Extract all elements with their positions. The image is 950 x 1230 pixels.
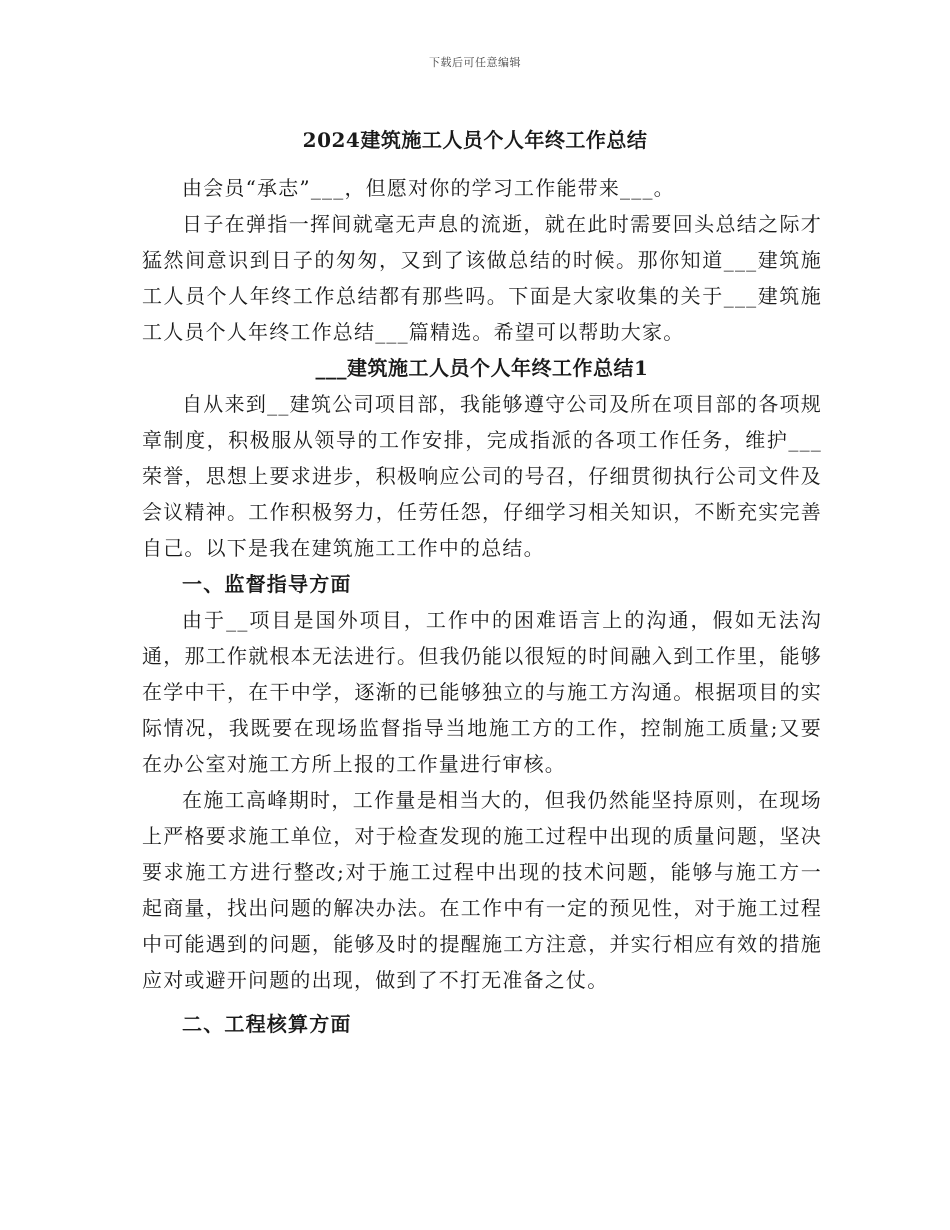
header-note: 下载后可任意编辑	[429, 56, 521, 69]
intro-paragraph-2: 日子在弹指一挥间就毫无声息的流逝，就在此时需要回头总结之际才猛然间意识到日子的匆匆，又到了该做总结的时候。那你知道___建筑施工人员个人年终工作总结都有那些吗。下面是大家收集的关于___建筑施工人员个人年终工作总结___篇精选。希望可以帮助大家。	[142, 212, 822, 344]
document-title: 2024建筑施工人员个人年终工作总结	[302, 128, 648, 152]
section-heading-accounting: 二、工程核算方面	[182, 1012, 352, 1036]
section1-paragraph-2: 在施工高峰期时，工作量是相当大的，但我仍然能坚持原则，在现场上严格要求施工单位，对于检查发现的施工过程中出现的质量问题，坚决要求施工方进行整改;对于施工过程中出现的技术问题，能够与施工方一起商量，找出问题的解决办法。在工作中有一定的预见性，对于施工过程中可能遇到的问题，能够及时的提醒施工方注意，并实行相应有效的措施应对或避开问题的出现，做到了不打无准备之仗。	[142, 788, 822, 992]
intro-paragraph-1: 由会员“承志”___，但愿对你的学习工作能带来___。	[182, 176, 675, 200]
summary-subtitle: ___建筑施工人员个人年终工作总结1	[315, 356, 649, 380]
section1-paragraph-1: 由于__项目是国外项目，工作中的困难语言上的沟通，假如无法沟通，那工作就根本无法进行。但我仍能以很短的时间融入到工作里，能够在学中干，在干中学，逐渐的已能够独立的与施工方沟通。根据项目的实际情况，我既要在现场监督指导当地施工方的工作，控制施工质量;又要在办公室对施工方所上报的工作量进行审核。	[142, 608, 822, 776]
section-heading-supervision: 一、监督指导方面	[182, 572, 352, 596]
document-body	[142, 170, 822, 1042]
opening-paragraph: 自从来到__建筑公司项目部，我能够遵守公司及所在项目部的各项规章制度，积极服从领导的工作安排，完成指派的各项工作任务，维护___荣誉，思想上要求进步，积极响应公司的号召，仔细贯彻执行公司文件及会议精神。工作积极努力，任劳任怨，仔细学习相关知识，不断充实完善自己。以下是我在建筑施工工作中的总结。	[142, 392, 822, 560]
